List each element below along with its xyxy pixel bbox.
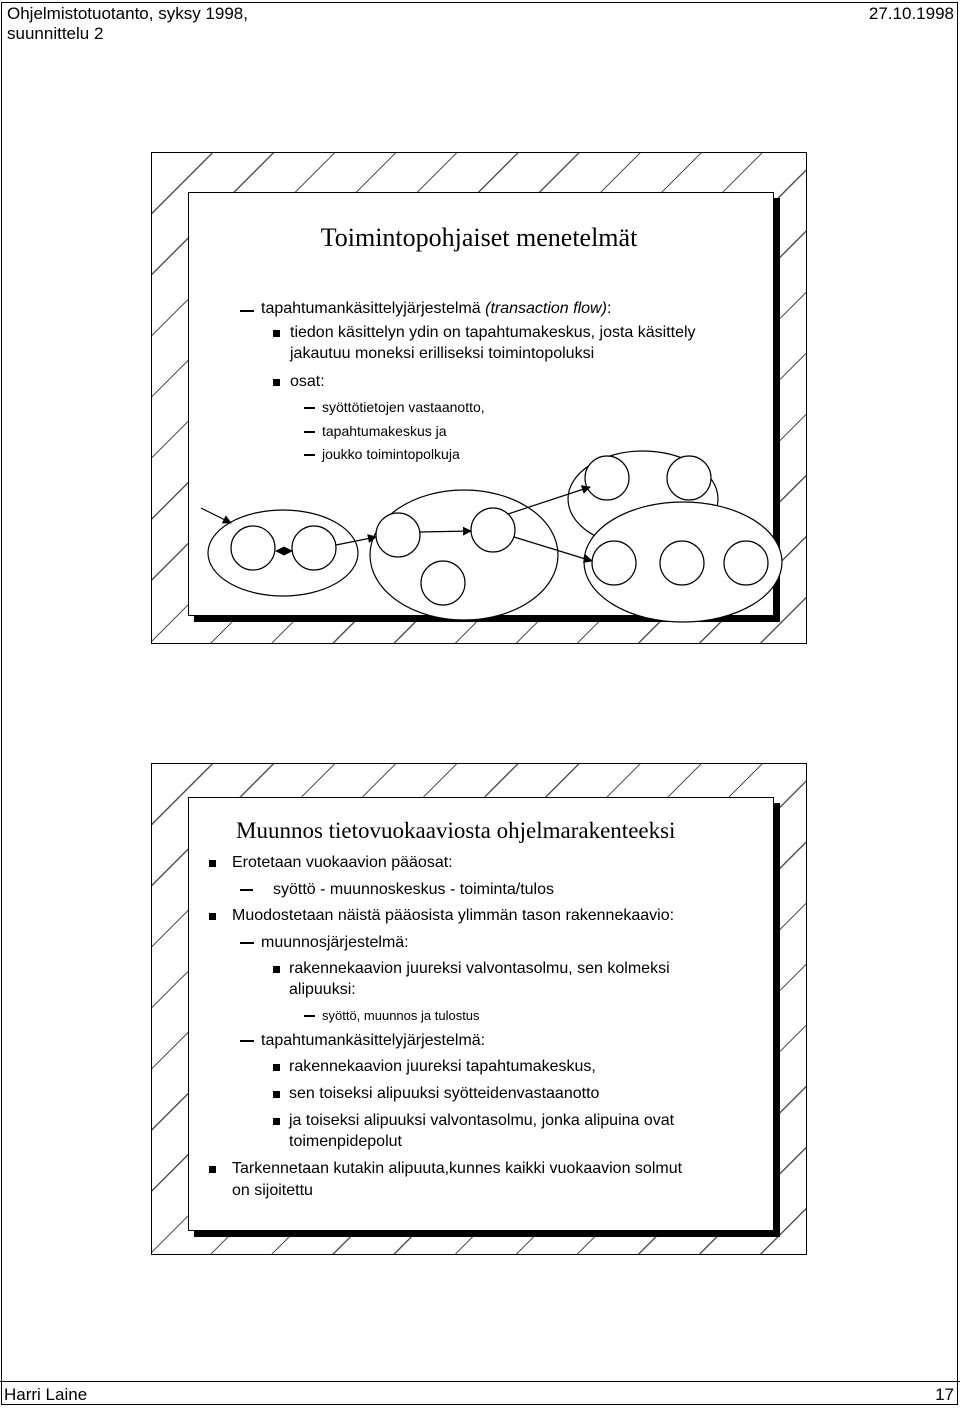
square-bullet	[209, 1166, 216, 1173]
dash-bullet	[240, 889, 253, 891]
center-node	[421, 561, 465, 605]
slide2-d1-b1-line2: alipuuksi:	[289, 981, 356, 998]
slide2-d2-b3-line2: toimenpidepolut	[289, 1133, 402, 1150]
header-course-line1: Ohjelmistotuotanto, syksy 1998,	[7, 4, 248, 23]
slide2-title: Muunnos tietovuokaaviosta ohjelmarakenteeksi	[236, 818, 676, 843]
input-node	[292, 526, 336, 570]
square-bullet	[273, 1118, 280, 1125]
dash-bullet	[304, 1015, 315, 1017]
slide1-sub-item-2: tapahtumakeskus ja	[322, 423, 447, 439]
path-node	[585, 456, 629, 500]
path-node	[592, 541, 636, 585]
slide2-d1-b1-sub: syöttö, muunnos ja tulostus	[322, 1008, 480, 1023]
slide1-lead: tapahtumankäsittelyjärjestelmä (transaction flow):	[261, 300, 612, 317]
slide2-d2-b3-line1: ja toiseksi alipuuksi valvontasolmu, jonka alipuina ovat	[289, 1112, 675, 1129]
slide1-title: Toimintopohjaiset menetelmät	[320, 223, 638, 252]
center-node	[471, 508, 515, 552]
slide1-sub-item-1: syöttötietojen vastaanotto,	[322, 399, 485, 415]
slide2-b1: Erotetaan vuokaavion pääosat:	[232, 854, 453, 871]
dash-bullet	[240, 1040, 254, 1042]
square-bullet	[209, 860, 216, 867]
slide1-bullet1-line1: tiedon käsittelyn ydin on tapahtumakeskus, josta käsittely	[290, 324, 696, 341]
slide2-d1: muunnosjärjestelmä:	[261, 934, 409, 951]
header-date: 27.10.1998	[868, 4, 954, 23]
path-node	[724, 541, 768, 585]
square-bullet	[209, 913, 216, 920]
slide2-b1-sub: syöttö - muunnoskeskus - toiminta/tulos	[273, 881, 555, 898]
slide2-d1-b1-line1: rakennekaavion juureksi valvontasolmu, sen kolmeksi	[289, 960, 670, 977]
slide2-d2: tapahtumankäsittelyjärjestelmä:	[261, 1032, 486, 1049]
slide2-b3-line1: Tarkennetaan kutakin alipuuta,kunnes kaikki vuokaavion solmut	[232, 1160, 683, 1177]
path-node	[667, 456, 711, 500]
header-course-line2: suunnittelu 2	[7, 24, 104, 43]
path-node	[660, 541, 704, 585]
input-node	[231, 526, 275, 570]
square-bullet	[273, 1091, 280, 1098]
slide2-d2-b2: sen toiseksi alipuuksi syötteidenvastaanotto	[289, 1085, 600, 1102]
square-bullet	[273, 966, 280, 973]
dash-bullet	[240, 942, 254, 944]
flow-arrow	[201, 508, 231, 523]
slide1-sub-item-3: joukko toimintopolkuja	[322, 446, 460, 462]
slide1-bullet1-line2: jakautuu moneksi erilliseksi toimintopoluksi	[290, 345, 595, 362]
center-node	[376, 513, 420, 557]
slide2-d2-b1: rakennekaavion juureksi tapahtumakeskus,	[289, 1058, 596, 1075]
square-bullet	[273, 1064, 280, 1071]
slide2-b3-line2: on sijoitettu	[232, 1182, 313, 1199]
footer-rule	[0, 1381, 960, 1382]
footer-author: Harri Laine	[4, 1385, 88, 1404]
footer-page-number: 17	[935, 1385, 954, 1404]
slide2-b2: Muodostetaan näistä pääosista ylimmän tason rakennekaavio:	[232, 907, 675, 924]
slide1-bullet2: osat:	[290, 373, 325, 390]
